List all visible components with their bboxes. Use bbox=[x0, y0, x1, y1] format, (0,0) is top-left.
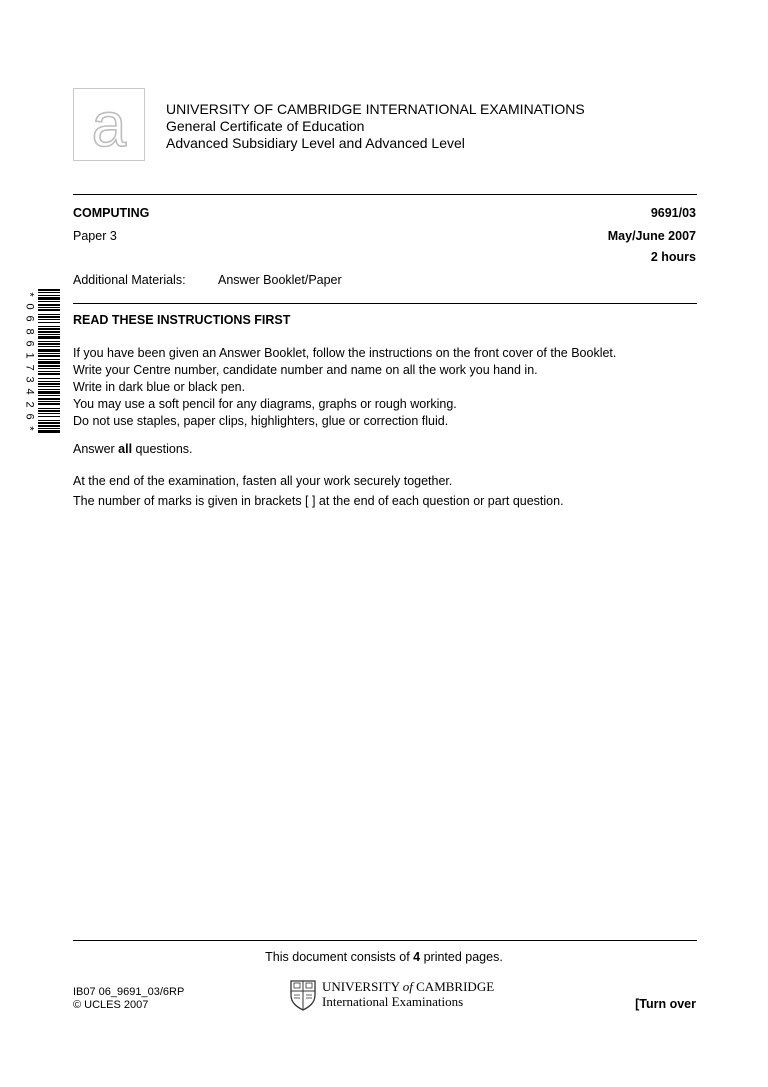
barcode-bar bbox=[38, 301, 60, 302]
barcode-bar bbox=[38, 336, 60, 339]
footer-reference bbox=[73, 986, 184, 1012]
paper-number: Paper 3 bbox=[73, 229, 117, 243]
barcode-bar bbox=[38, 292, 60, 293]
barcode-bar bbox=[38, 307, 60, 308]
qualification-level: Advanced Subsidiary Level and Advanced Level bbox=[166, 135, 465, 151]
barcode-bar bbox=[38, 381, 60, 382]
barcode-bar bbox=[38, 304, 60, 306]
barcode-bar bbox=[38, 386, 60, 387]
barcode-bar bbox=[38, 425, 60, 427]
instruction-line: Do not use staples, paper clips, highlighters, glue or correction fluid. bbox=[73, 414, 449, 428]
answer-emphasis: all bbox=[118, 442, 133, 456]
barcode-bar bbox=[38, 371, 60, 372]
barcode-bar bbox=[38, 428, 60, 429]
page-count-prefix: This document consists of bbox=[265, 950, 414, 964]
barcode-bar bbox=[38, 413, 60, 414]
page-count-suffix: printed pages. bbox=[420, 950, 503, 964]
barcode-bar bbox=[38, 322, 60, 323]
barcode-bar bbox=[38, 316, 60, 318]
barcode-bar bbox=[38, 334, 60, 335]
barcode-digit: * bbox=[23, 426, 36, 431]
barcode-digit: 1 bbox=[23, 352, 36, 359]
wordmark-of: of bbox=[402, 979, 413, 994]
barcode-bar bbox=[38, 403, 60, 405]
barcode-bar bbox=[38, 420, 60, 421]
barcode-bar bbox=[38, 430, 60, 433]
board-name: UNIVERSITY OF CAMBRIDGE INTERNATIONAL EXAMINATIONS bbox=[166, 101, 585, 117]
barcode-bar bbox=[38, 343, 60, 345]
turn-over-label: [Turn over bbox=[635, 997, 696, 1011]
instructions-heading: READ THESE INSTRUCTIONS FIRST bbox=[73, 313, 291, 327]
exam-duration: 2 hours bbox=[650, 250, 696, 264]
barcode-bars-icon bbox=[38, 289, 60, 434]
answer-instruction bbox=[73, 442, 193, 456]
page-count-number: 4 bbox=[413, 950, 421, 964]
qualification-name: General Certificate of Education bbox=[166, 118, 365, 134]
wordmark-line1 bbox=[322, 979, 494, 994]
barcode-bar bbox=[38, 309, 60, 311]
barcode-bar bbox=[38, 314, 60, 315]
barcode-bar bbox=[38, 383, 60, 385]
instruction-line: If you have been given an Answer Booklet, follow the instructions on the front cover of the Booklet. bbox=[73, 346, 617, 360]
barcode-bar bbox=[38, 389, 60, 390]
page-count bbox=[0, 950, 768, 964]
barcode-bar bbox=[38, 373, 60, 375]
barcode-bar bbox=[38, 398, 60, 400]
barcode-digit: 8 bbox=[23, 327, 36, 335]
barcode-bar bbox=[38, 349, 60, 352]
barcode-bar bbox=[38, 297, 60, 300]
letter-a-logo-icon bbox=[79, 94, 139, 156]
barcode-bar bbox=[38, 391, 60, 394]
barcode-bar bbox=[38, 289, 60, 291]
barcode-bar bbox=[38, 326, 60, 327]
subject-title: COMPUTING bbox=[73, 206, 150, 220]
barcode-digit: 6 bbox=[23, 340, 36, 347]
footer-divider bbox=[73, 940, 697, 941]
barcode-bar bbox=[38, 395, 60, 396]
barcode-bar bbox=[38, 401, 60, 402]
details-divider bbox=[73, 303, 697, 304]
cambridge-wordmark bbox=[322, 979, 494, 1009]
instruction-line: Write your Centre number, candidate number and name on all the work you hand in. bbox=[73, 363, 538, 377]
copyright-notice: © UCLES 2007 bbox=[73, 999, 149, 1011]
header-divider bbox=[73, 194, 697, 195]
barcode-bar bbox=[38, 331, 60, 333]
wordmark-cambridge: CAMBRIDGE bbox=[416, 979, 495, 994]
barcode-digit: 3 bbox=[23, 376, 36, 383]
barcode-digit: * bbox=[23, 292, 36, 297]
barcode-bar bbox=[38, 378, 60, 379]
barcode-digit: 6 bbox=[23, 315, 36, 322]
svg-text:a: a bbox=[91, 93, 127, 156]
fasten-instruction: At the end of the examination, fasten all your work securely together. bbox=[73, 474, 453, 488]
barcode-bar bbox=[38, 341, 60, 342]
answer-prefix: Answer bbox=[73, 442, 119, 456]
candidate-barcode bbox=[22, 289, 62, 434]
barcode-digits bbox=[22, 289, 36, 434]
barcode-digit: 6 bbox=[23, 413, 36, 420]
barcode-bar bbox=[38, 368, 60, 369]
barcode-bar bbox=[38, 353, 60, 354]
materials-value: Answer Booklet/Paper bbox=[218, 273, 342, 287]
barcode-digit: 7 bbox=[23, 364, 36, 371]
barcode-digit: 2 bbox=[23, 400, 36, 408]
answer-suffix: questions. bbox=[132, 442, 193, 456]
marks-instruction: The number of marks is given in brackets [ ] at the end of each question or part question. bbox=[73, 494, 564, 508]
wordmark-line2: International Examinations bbox=[322, 994, 464, 1009]
barcode-bar bbox=[38, 346, 60, 347]
barcode-bar bbox=[38, 416, 60, 417]
cambridge-shield-icon bbox=[289, 979, 317, 1011]
syllabus-code: 9691/03 bbox=[650, 206, 696, 220]
barcode-bar bbox=[38, 359, 60, 360]
exam-board-heading bbox=[166, 101, 585, 152]
barcode-bar bbox=[38, 408, 60, 409]
barcode-bar bbox=[38, 361, 60, 364]
materials-label: Additional Materials: bbox=[73, 273, 186, 287]
barcode-bar bbox=[38, 319, 60, 320]
instructions-list bbox=[73, 345, 616, 430]
document-reference: IB07 06_9691_03/6RP bbox=[73, 986, 185, 998]
exam-session: May/June 2007 bbox=[607, 229, 696, 243]
barcode-digit: 0 bbox=[23, 303, 36, 310]
barcode-digit: 4 bbox=[23, 388, 36, 395]
barcode-bar bbox=[38, 355, 60, 357]
barcode-bar bbox=[38, 328, 60, 330]
barcode-bar bbox=[38, 410, 60, 412]
instruction-line: Write in dark blue or black pen. bbox=[73, 380, 246, 394]
exam-board-logo bbox=[73, 88, 145, 161]
instruction-line: You may use a soft pencil for any diagrams, graphs or rough working. bbox=[73, 397, 457, 411]
barcode-bar bbox=[38, 365, 60, 367]
wordmark-university: UNIVERSITY bbox=[322, 979, 400, 994]
barcode-bar bbox=[38, 422, 60, 424]
barcode-bar bbox=[38, 295, 60, 296]
